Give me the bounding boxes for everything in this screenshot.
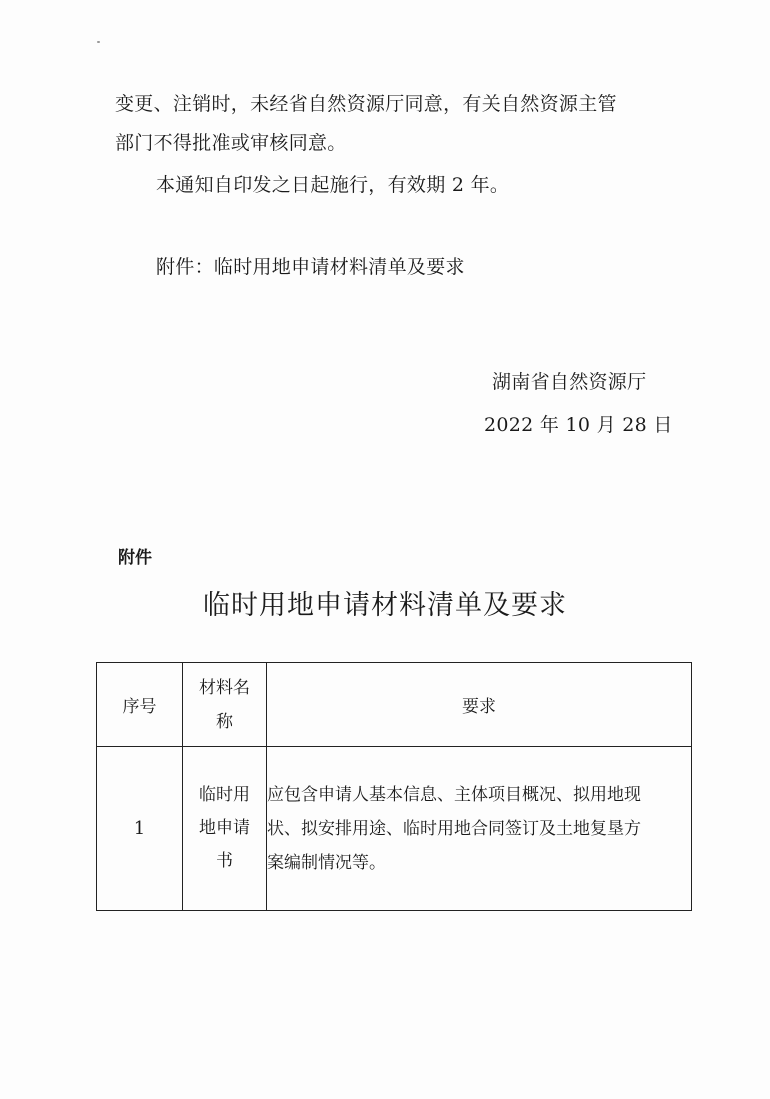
header-material-name <box>183 663 267 747</box>
scan-speck <box>97 41 100 43</box>
effective-date-paragraph: 本通知自印发之日起施行，有效期 2 年。 <box>156 174 510 196</box>
body-paragraph-line-2: 部门不得批准或审核同意。 <box>115 132 347 154</box>
appendix-label: 附件 <box>118 548 152 568</box>
materials-table <box>96 662 692 911</box>
header-material-name-line-1: 材料名 <box>199 677 250 698</box>
row-material-name-line-2: 地申请 <box>199 818 250 838</box>
table-row <box>97 747 692 911</box>
header-requirement: 要求 <box>267 663 692 747</box>
row-requirement-line-1: 应包含申请人基本信息、主体项目概况、拟用地现 <box>267 784 641 805</box>
row-requirement-line-2: 状、拟安排用途、临时用地合同签订及土地复垦方 <box>267 818 641 839</box>
header-material-name-line-2: 称 <box>216 711 233 732</box>
issuer-name: 湖南省自然资源厅 <box>492 371 647 393</box>
header-serial-number: 序号 <box>97 663 183 747</box>
row-material-name-line-1: 临时用 <box>199 785 250 805</box>
row-material-name-line-3: 书 <box>216 851 233 871</box>
appendix-title: 临时用地申请材料清单及要求 <box>203 590 567 621</box>
row-requirement <box>267 747 692 911</box>
issue-date: 2022 年 10 月 28 日 <box>484 414 673 436</box>
attachment-reference: 附件：临时用地申请材料清单及要求 <box>156 256 465 278</box>
row-serial-number: 1 <box>97 747 183 911</box>
table-header-row <box>97 663 692 747</box>
body-paragraph-line-1: 变更、注销时，未经省自然资源厅同意，有关自然资源主管 <box>115 93 617 115</box>
row-requirement-line-3: 案编制情况等。 <box>267 852 386 873</box>
row-material-name <box>183 747 267 911</box>
